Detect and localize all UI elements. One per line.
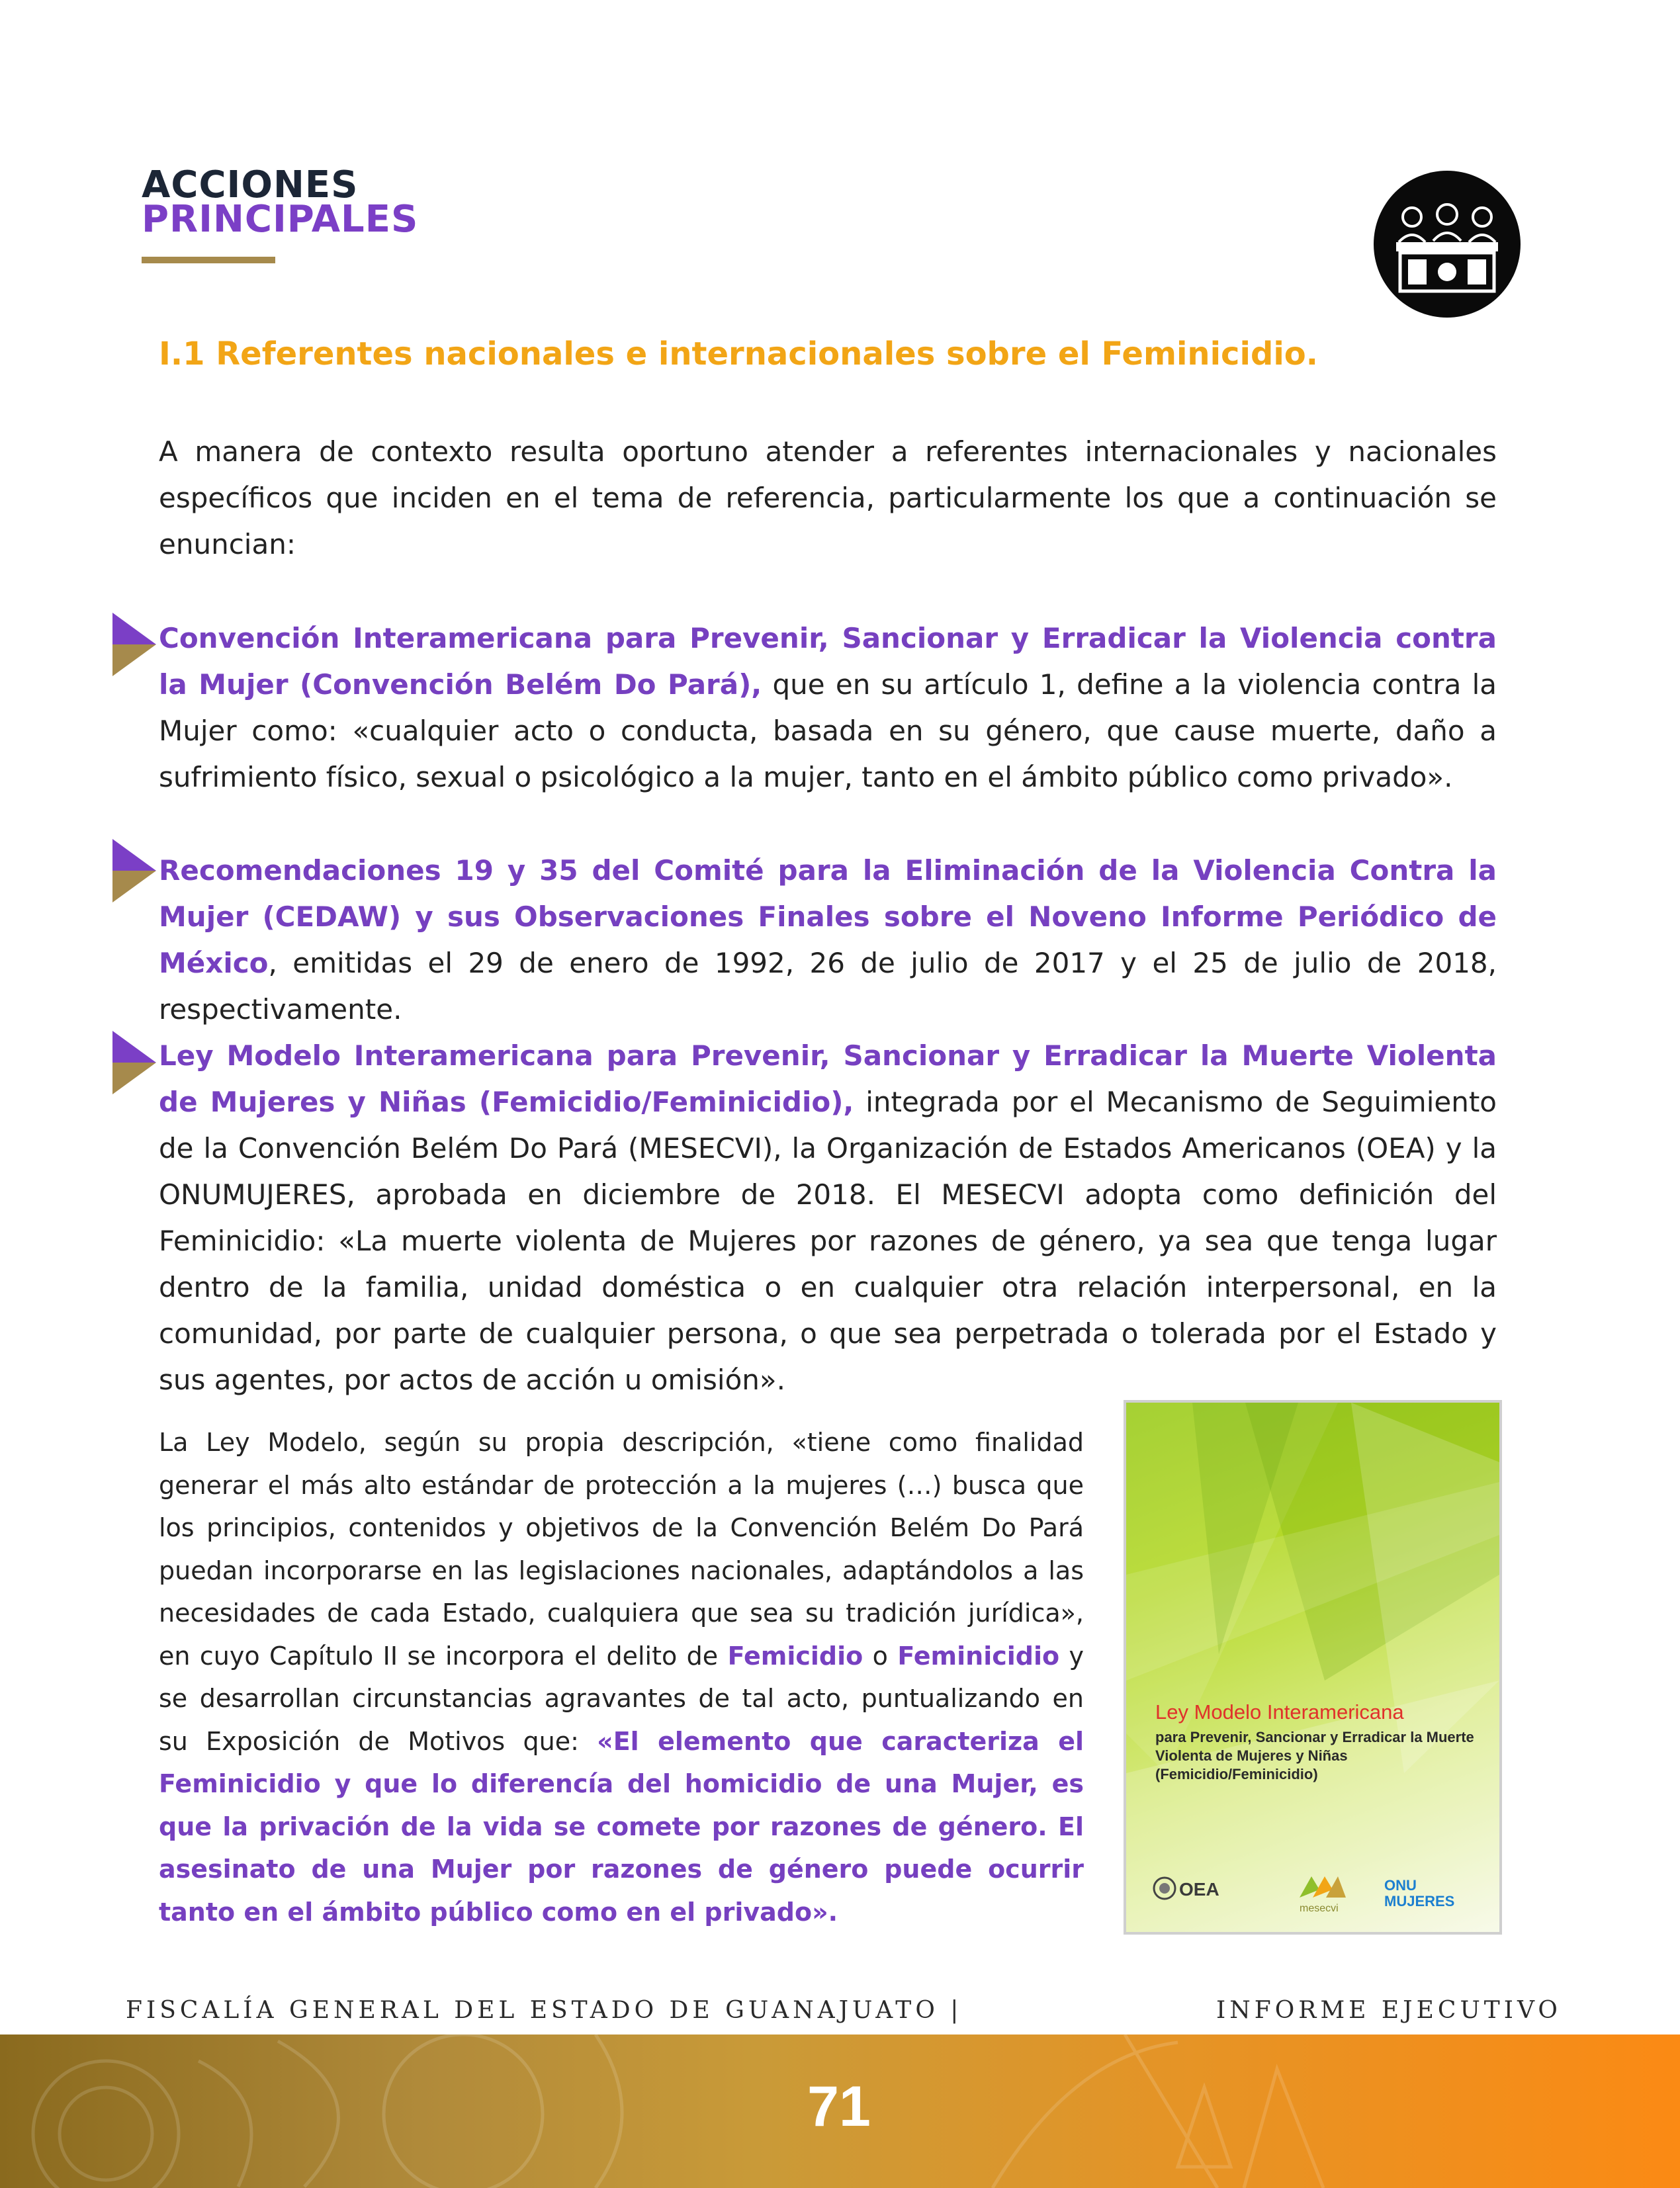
exposicion-quote: «El elemento que caracteriza el Feminicidio y que lo diferencía del homicidio de una Mujer, es que la privación de la vida se comete por razones de género. El asesinato de una Mujer por razones de género puede ocurrir tanto en el ámbito público como en el privado». bbox=[159, 1726, 1084, 1927]
oea-logo-text: OEA bbox=[1179, 1879, 1219, 1900]
list-item-text: , emitidas el 29 de enero de 1992, 26 de julio de 2017 y el 25 de julio de 2018, respectivamente. bbox=[159, 947, 1497, 1026]
list-item-bold: Recomendaciones 19 y 35 del Comité para la Eliminación de la Violencia Contra la Mujer (CEDAW) y sus Observaciones Finales sobre el Noveno Informe Periódico de México bbox=[159, 854, 1497, 979]
onu-mujeres-logo: ONU MUJERES bbox=[1384, 1877, 1455, 1909]
header-title-line2: PRINCIPALES bbox=[142, 198, 419, 241]
header-title-line1: ACCIONES bbox=[142, 163, 359, 206]
term-feminicidio: Feminicidio bbox=[897, 1641, 1060, 1671]
header-divider bbox=[142, 257, 275, 263]
list-item-bold: Convención Interamericana para Prevenir, Sancionar y Erradicar la Violencia contra la Mujer (Convención Belém Do Pará), bbox=[159, 622, 1497, 701]
footer-band bbox=[0, 2035, 1680, 2188]
list-item-text: que en su artículo 1, define a la violencia contra la Mujer como: «cualquier acto o conducta, basada en su género, que cause muerte, daño a sufrimiento físico, sexual o psicológico a la mujer, tanto en el ámbito público como privado». bbox=[159, 668, 1497, 793]
book-cover-image bbox=[1124, 1400, 1502, 1935]
bullet-arrow-icon bbox=[110, 1029, 157, 1096]
list-item bbox=[159, 615, 1497, 801]
ley-modelo-paragraph: La Ley Modelo, según su propia descripción, «tiene como finalidad generar el más alto estándar de protección a la mujeres (…) busca que los principios, contenidos y objetivos de la Convención Belém Do Pará puedan incorporarse en las legislaciones nacionales, adaptándolos a las necesidades de cada Estado, cualquiera que sea su tradición jurídica», en cuyo Capítulo II se incorpora el delito de Femicidio o Feminicidio y se desarrollan circunstancias agravantes de tal acto, puntualizando en su Exposición de Motivos que: «El elemento que caracteriza el Feminicidio y que lo diferencía del homicidio de una Mujer, es que la privación de la vida se comete por razones de género. El asesinato de una Mujer por razones de género puede ocurrir tanto en el ámbito público como en el privado». bbox=[159, 1428, 1084, 1927]
oea-seal-icon bbox=[1153, 1876, 1176, 1900]
cover-pattern bbox=[1126, 1403, 1499, 1932]
oea-logo bbox=[1153, 1876, 1176, 1903]
mesecvi-logo-icon bbox=[1300, 1871, 1346, 1900]
bullet-arrow-icon bbox=[110, 611, 157, 678]
mesecvi-logo-text: mesecvi bbox=[1300, 1903, 1339, 1914]
page-number: 71 bbox=[807, 2075, 871, 2138]
bullet-arrow-icon bbox=[110, 838, 157, 904]
cover-title: Ley Modelo Interamericana bbox=[1155, 1700, 1404, 1724]
list-item bbox=[159, 848, 1497, 1033]
term-femicidio: Femicidio bbox=[727, 1641, 863, 1671]
footer-institution: FISCALÍA GENERAL DEL ESTADO DE GUANAJUATO | bbox=[126, 1997, 963, 2024]
footer-report-title: INFORME EJECUTIVO bbox=[1216, 1997, 1562, 2024]
list-item-bold: Ley Modelo Interamericana para Prevenir, Sancionar y Erradicar la Muerte Violenta de Mujeres y Niñas (Femicidio/Feminicidio), bbox=[159, 1039, 1497, 1118]
people-at-podium-icon bbox=[1374, 171, 1521, 318]
section-title: I.1 Referentes nacionales e internacionales sobre el Feminicidio. bbox=[159, 335, 1318, 372]
cover-subtitle: para Prevenir, Sancionar y Erradicar la Muerte Violenta de Mujeres y Niñas (Femicidio/Feminicidio) bbox=[1155, 1729, 1474, 1782]
list-item-text: integrada por el Mecanismo de Seguimiento de la Convención Belém Do Pará (MESECVI), la Organización de Estados Americanos (OEA) y la ONUMUJERES, aprobada en diciembre de 2018. El MESECVI adopta como definición del Feminicidio: «La muerte violenta de Mujeres por razones de género, ya sea que tenga lugar dentro de la familia, unidad doméstica o en cualquier otra relación interpersonal, en la comunidad, por parte de cualquier persona, o que sea perpetrada o tolerada por el Estado y sus agentes, por actos de acción u omisión». bbox=[159, 1086, 1497, 1396]
intro-paragraph: A manera de contexto resulta oportuno atender a referentes internacionales y nacionales específicos que inciden en el tema de referencia, particularmente los que a continuación se enuncian: bbox=[159, 435, 1497, 560]
list-item bbox=[159, 1033, 1497, 1403]
